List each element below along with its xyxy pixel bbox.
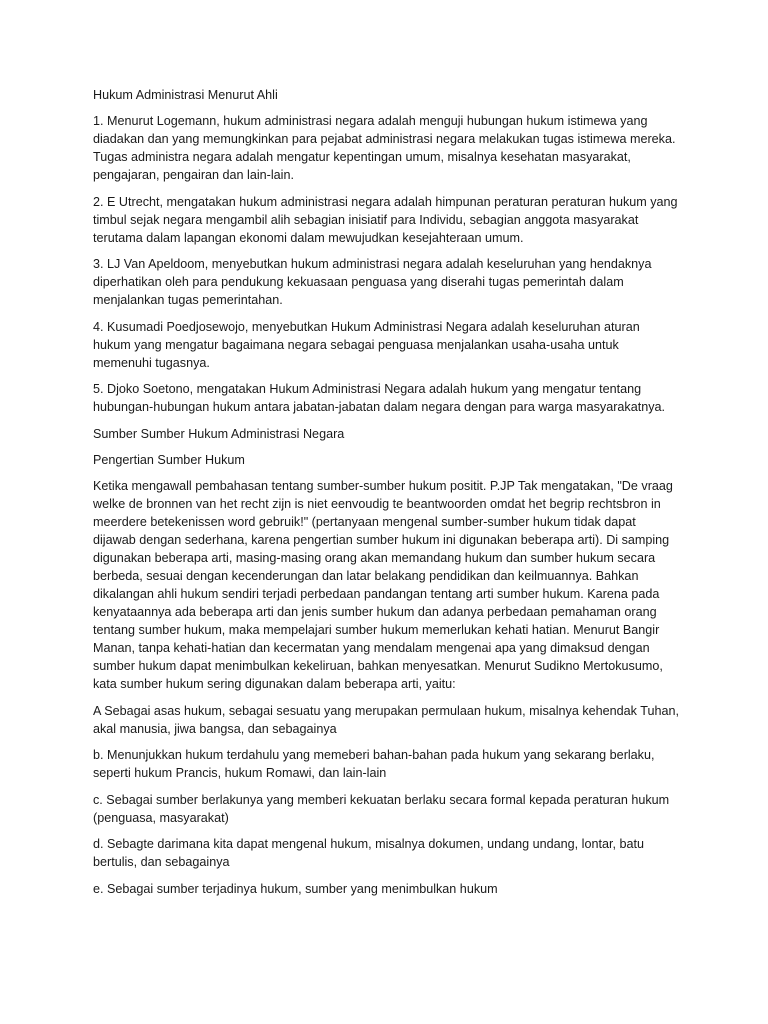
- definition-paragraph: 5. Djoko Soetono, mengatakan Hukum Administrasi Negara adalah hukum yang mengatur tentang hubungan-hubungan hukum antara jabatan-jabatan dalam negara dengan para warga masyarakatnya.: [93, 382, 666, 415]
- subsection-title: Pengertian Sumber Hukum: [93, 452, 245, 467]
- meaning-item: A Sebagai asas hukum, sebagai sesuatu yang merupakan permulaan hukum, misalnya kehendak Tuhan, akal manusia, jiwa bangsa, dan sebagainya: [93, 703, 679, 736]
- section-title: Sumber Sumber Hukum Administrasi Negara: [93, 426, 345, 441]
- meaning-item: c. Sebagai sumber berlakunya yang memberi kekuatan berlaku secara formal kepada peraturan hukum (penguasa, masyarakat): [93, 792, 670, 825]
- meaning-item: e. Sebagai sumber terjadinya hukum, sumber yang menimbulkan hukum: [93, 881, 498, 896]
- definition-paragraph: 4. Kusumadi Poedjosewojo, menyebutkan Hukum Administrasi Negara adalah keseluruhan aturan hukum yang mengatur bagaimana negara sebagai penguasa menjalankan usaha-usaha untuk memenuhi tugasnya.: [93, 319, 640, 370]
- definition-paragraph: 2. E Utrecht, mengatakan hukum administrasi negara adalah himpunan peraturan peraturan hukum yang timbul sejak negara mengambil alih sebagian inisiatif para Individu, sebagian anggota masyarakat terutama dalam lapangan ekonomi dalam mewujudkan kesejahteraan umum.: [93, 194, 678, 245]
- meaning-item: d. Sebagte darimana kita dapat mengenal hukum, misalnya dokumen, undang undang, lontar, batu bertulis, dan sebagainya: [93, 837, 645, 870]
- definition-paragraph: 1. Menurut Logemann, hukum administrasi negara adalah menguji hubungan hukum istimewa yang diadakan dan yang memungkinkan para pejabat administrasi negara melakukan tugas istimewa mereka. Tugas administra negara adalah mengatur kepentingan umum, misalnya kesehatan masyarakat, pengajaran, pengairan dan lain-lain.: [93, 114, 676, 182]
- meaning-item: b. Menunjukkan hukum terdahulu yang memeberi bahan-bahan pada hukum yang sekarang berlaku, seperti hukum Prancis, hukum Romawi, dan lain-lain: [93, 748, 655, 781]
- document-title: Hukum Administrasi Menurut Ahli: [93, 88, 278, 102]
- definition-paragraph: 3. LJ Van Apeldoom, menyebutkan hukum administrasi negara adalah keseluruhan yang hendaknya diperhatikan oleh para pendukung kekuasaan penguasa yang diserahi tugas pemerintah dalam menjalankan tugas pemerintahan.: [93, 257, 652, 308]
- body-paragraph: Ketika mengawall pembahasan tentang sumber-sumber hukum positit. P.JP Tak mengatakan, "De vraag welke de bronnen van het recht zijn is niet eenvoudig te beantwoorden omdat het begrip rechtsbron in meerdere betekenissen word gebruik!" (pertanyaan mengenal sumber-sumber hukum tidak dapat dijawab dengan sederhana, karena pengertian sumber hukum ini digunakan beberapa arti). Di samping digunakan beberapa arti, masing-masing orang akan memandang hukum dan sumber hukum secara berbeda, sesuai dengan kecenderungan dan latar belakang pendidikan dan keilmuannya. Bahkan dikalangan ahli hukum sendiri terjadi perbedaan pandangan tentang arti sumber hukum. Karena pada kenyataannya ada beberapa arti dan jenis sumber hukum dan adanya perbedaan pemahaman orang tentang sumber hukum, maka mempelajari sumber hukum memerlukan kehati hatian. Menurut Bangir Manan, tanpa kehati-hatian dan kecermatan yang mendalam mengenai apa yang dimaksud dengan sumber hukum dapat menimbulkan kekeliruan, bahkan menyesatkan. Menurut Sudikno Mertokusumo, kata sumber hukum sering digunakan dalam beberapa arti, yaitu:: [93, 478, 673, 691]
